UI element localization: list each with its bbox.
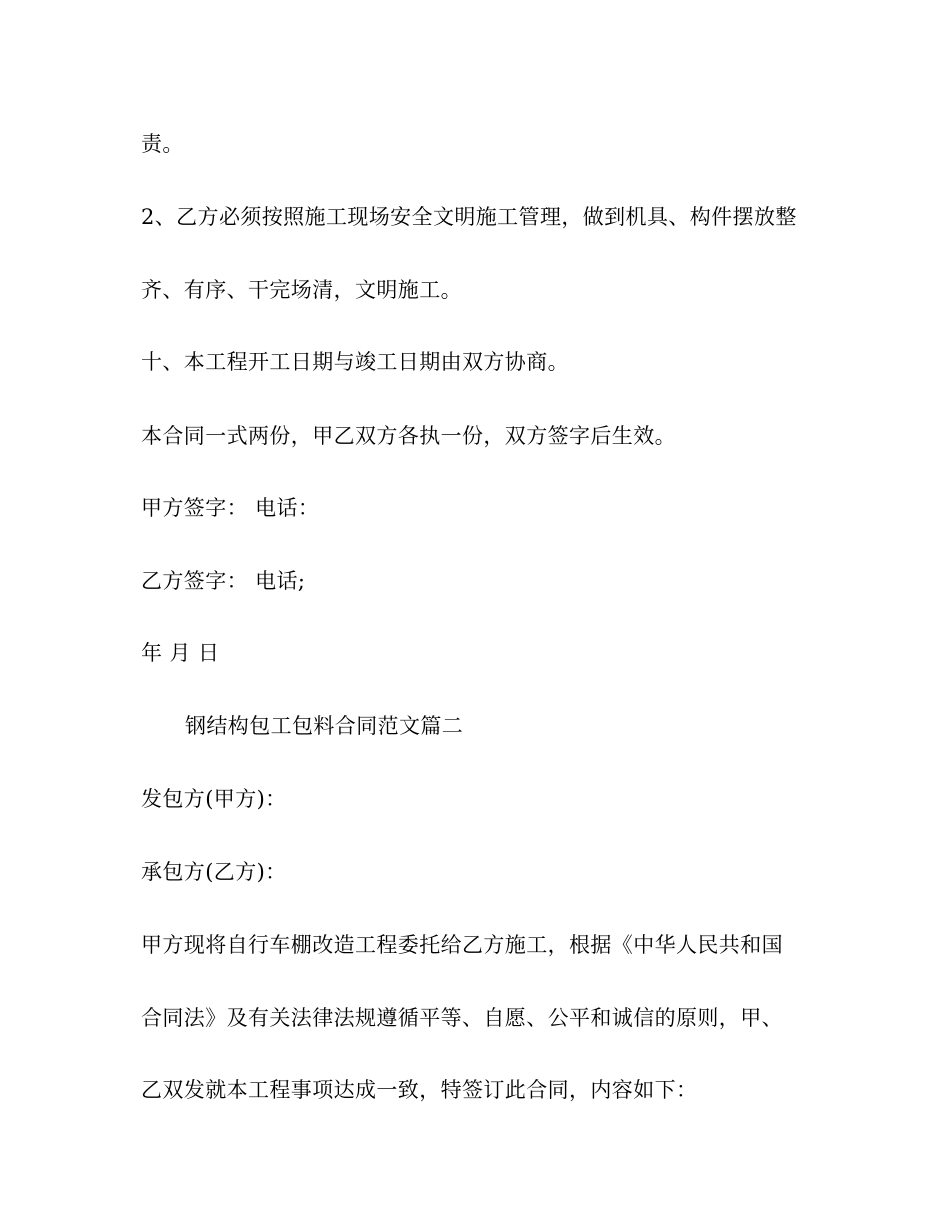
text-line-date: 年 月 日 (141, 641, 220, 665)
text-line-clause-2: 2、乙方必须按照施工现场安全文明施工管理，做到机具、构件摆放整 (141, 205, 797, 229)
text-line-intro-2: 合同法》及有关法律法规遵循平等、自愿、公平和诚信的原则，甲、 (141, 1006, 783, 1030)
text-line-party-b-signature: 乙方签字： 电话; (141, 569, 306, 593)
text-line-contractor: 承包方(乙方)： (141, 860, 287, 884)
text-line-party-a-signature: 甲方签字： 电话： (141, 496, 320, 520)
text-line-intro-1: 甲方现将自行车棚改造工程委托给乙方施工，根据《中华人民共和国 (141, 933, 783, 957)
text-line-intro-3: 乙双发就本工程事项达成一致，特签订此合同，内容如下： (141, 1078, 698, 1102)
text-line-employer: 发包方(甲方)： (141, 787, 287, 811)
text-line-clause-10: 十、本工程开工日期与竣工日期由双方协商。 (141, 350, 569, 374)
text-line-clause-2-cont: 齐、有序、干完场清，文明施工。 (141, 278, 462, 302)
section-heading: 钢结构包工包料合同范文篇二 (185, 714, 464, 738)
text-line-copies: 本合同一式两份，甲乙双方各执一份，双方签字后生效。 (141, 424, 676, 448)
text-line-responsibility-end: 责。 (141, 132, 184, 156)
